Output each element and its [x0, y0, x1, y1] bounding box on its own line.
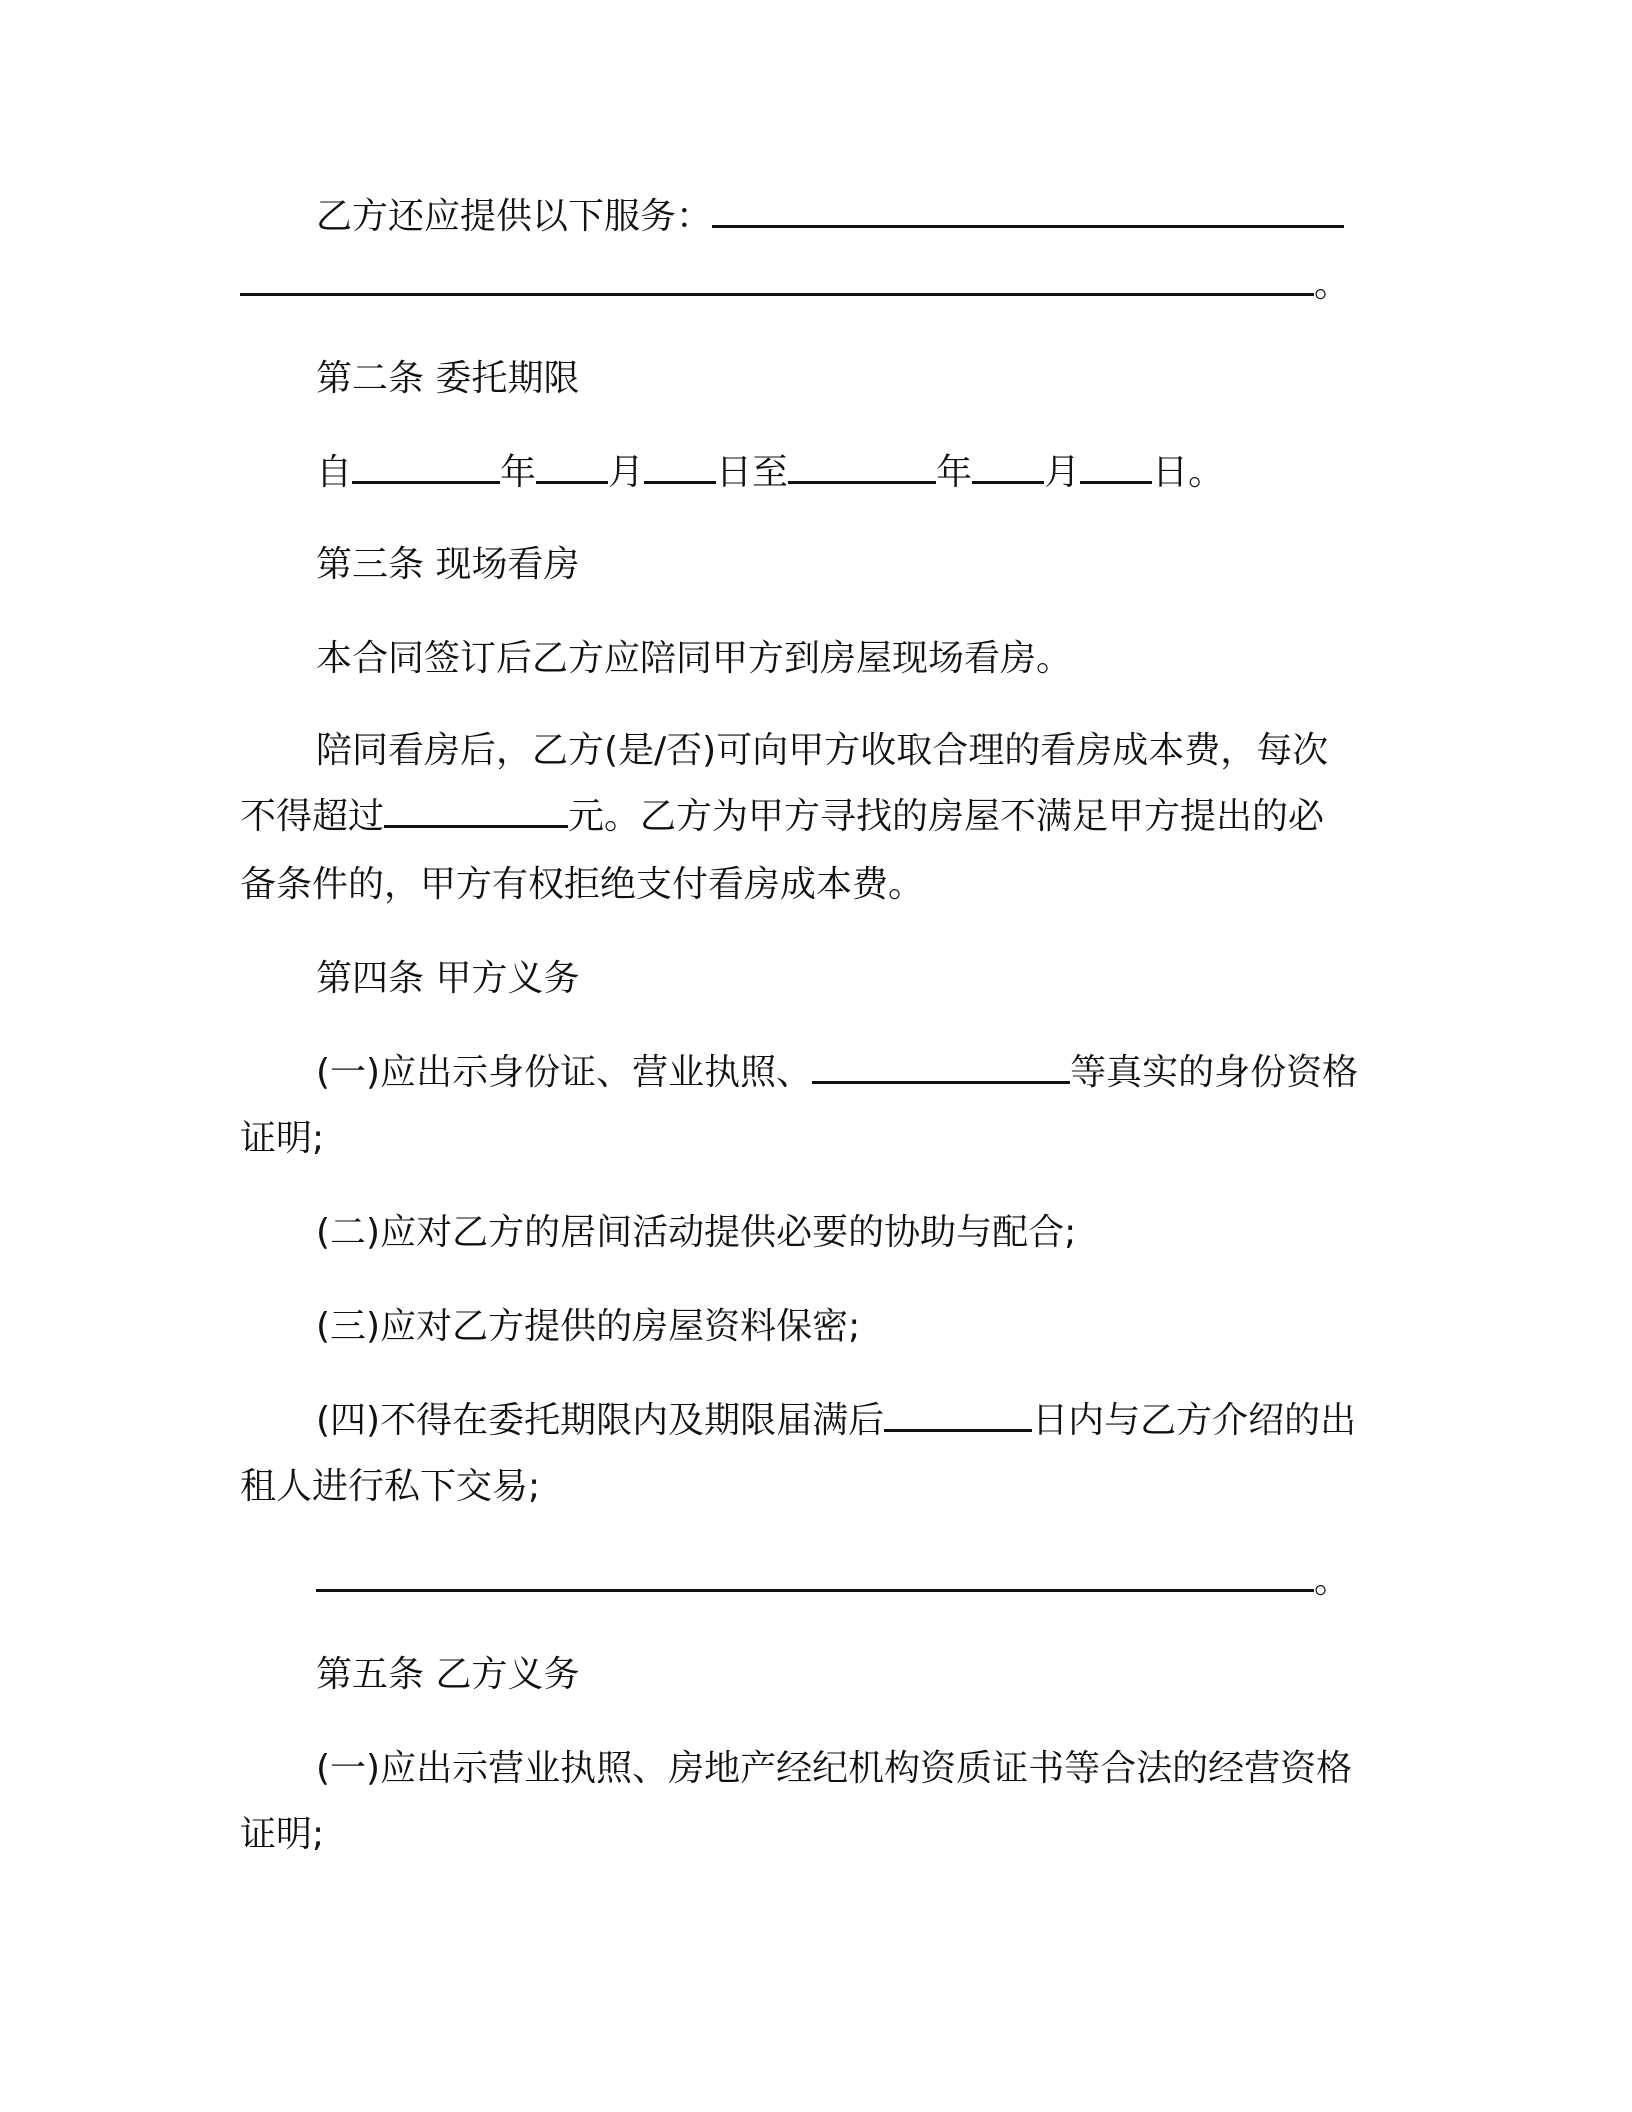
end-day-blank[interactable] [1080, 451, 1152, 484]
partyA-item-1-text: (一)应出示身份证、营业执照、 [316, 1052, 813, 1093]
end-year-blank[interactable] [788, 451, 936, 484]
partyA-item-4-cont: 租人进行私下交易; [240, 1466, 541, 1507]
article-2-heading: 第二条 委托期限 [316, 358, 580, 399]
fee-limit-label: 不得超过 [240, 796, 385, 837]
fee-line-2 [240, 784, 1390, 850]
partyA-item-1-cont: 证明; [240, 1118, 325, 1159]
partyA-extra-blank[interactable] [316, 1559, 1314, 1592]
services-label: 乙方还应提供以下服务： [316, 196, 713, 237]
end-month-blank[interactable] [972, 451, 1044, 484]
partyA-item-1-rest: 等真实的身份资格 [1070, 1052, 1359, 1093]
month-label-2: 月 [1044, 452, 1081, 493]
year-label: 年 [500, 452, 537, 493]
viewing-text: 本合同签订后乙方应陪同甲方到房屋现场看房。 [316, 638, 1073, 679]
period-mark: 。 [1314, 264, 1351, 305]
fee-line-1: 陪同看房后，乙方(是/否)可向甲方收取合理的看房成本费，每次 [316, 730, 1329, 771]
day-to-label: 日至 [716, 452, 789, 493]
year-label-2: 年 [936, 452, 973, 493]
day-end-label: 日。 [1152, 452, 1225, 493]
fee-line-3: 备条件的，甲方有权拒绝支付看房成本费。 [240, 864, 925, 905]
article-3-heading: 第三条 现场看房 [316, 544, 580, 585]
partyA-item-2: (二)应对乙方的居间活动提供必要的协助与配合; [316, 1212, 1077, 1253]
start-year-blank[interactable] [352, 451, 500, 484]
period-mark-2: 。 [1314, 1560, 1351, 1601]
start-month-blank[interactable] [536, 451, 608, 484]
services-continuation [240, 252, 1390, 318]
partyA-item-1 [240, 1040, 1390, 1106]
services-blank[interactable] [712, 195, 1344, 228]
period-from: 自 [316, 452, 353, 493]
partyA-item-4-rest: 日内与乙方介绍的出 [1032, 1400, 1357, 1441]
partyB-item-1-cont: 证明; [240, 1814, 325, 1855]
article-4-heading: 第四条 甲方义务 [316, 958, 580, 999]
partyA-item-3: (三)应对乙方提供的房屋资料保密; [316, 1306, 861, 1347]
partyB-item-1: (一)应出示营业执照、房地产经纪机构资质证书等合法的经营资格 [316, 1748, 1353, 1789]
article-5-heading: 第五条 乙方义务 [316, 1654, 580, 1695]
services-blank-2[interactable] [240, 263, 1314, 296]
period-line [240, 440, 1390, 506]
fee-amount-blank[interactable] [384, 795, 568, 828]
partyA-extra-line [240, 1548, 1390, 1614]
services-line [240, 184, 1390, 250]
days-blank[interactable] [884, 1399, 1032, 1432]
start-day-blank[interactable] [644, 451, 716, 484]
partyA-item-4-text: (四)不得在委托期限内及期限届满后 [316, 1400, 885, 1441]
fee-line-2-rest: 元。乙方为甲方寻找的房屋不满足甲方提出的必 [568, 796, 1325, 837]
id-document-blank[interactable] [812, 1051, 1070, 1084]
month-label: 月 [608, 452, 645, 493]
partyA-item-4 [240, 1388, 1390, 1454]
